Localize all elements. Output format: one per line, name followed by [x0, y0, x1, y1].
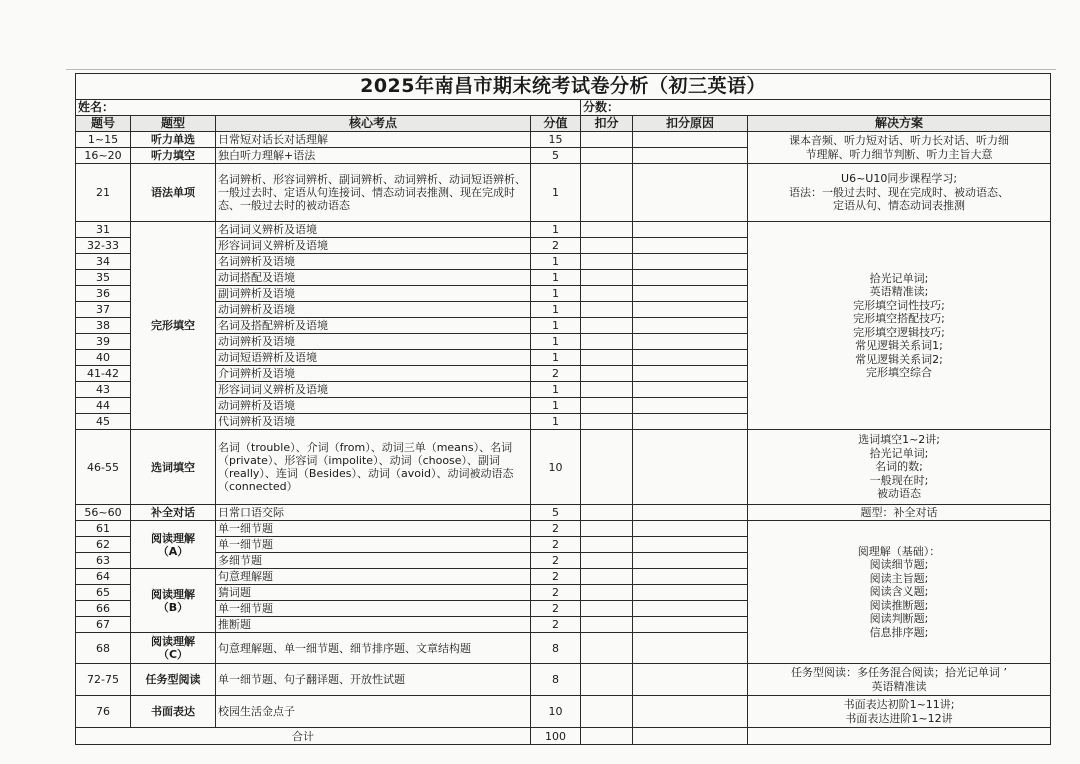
deduction-cell[interactable] — [581, 132, 633, 148]
core-topic: 校园生活金点子 — [216, 696, 531, 728]
points: 1 — [531, 254, 581, 270]
solution-grammar: U6~U10同步课程学习; 语法：一般过去时、现在完成时、被动语态、 定语从句、情态动词表推测 — [748, 164, 1051, 222]
core-topic: 动词搭配及语境 — [216, 270, 531, 286]
points: 1 — [531, 382, 581, 398]
deduction-cell[interactable] — [581, 334, 633, 350]
table-row — [76, 222, 1051, 238]
question-type: 阅读理解 （A） — [131, 521, 216, 569]
deduction-reason-cell[interactable] — [633, 222, 748, 238]
total-deduction-cell[interactable] — [581, 728, 633, 745]
deduction-reason-cell[interactable] — [633, 633, 748, 664]
table-row — [76, 430, 1051, 505]
deduction-cell[interactable] — [581, 601, 633, 617]
points: 10 — [531, 696, 581, 728]
points: 2 — [531, 537, 581, 553]
deduction-reason-cell[interactable] — [633, 414, 748, 430]
question-type: 语法单项 — [131, 164, 216, 222]
deduction-cell[interactable] — [581, 318, 633, 334]
points: 15 — [531, 132, 581, 148]
question-number: 34 — [76, 254, 131, 270]
question-number: 65 — [76, 585, 131, 601]
core-topic: 介词辨析及语境 — [216, 366, 531, 382]
points: 1 — [531, 302, 581, 318]
points: 1 — [531, 334, 581, 350]
header-question-type: 题型 — [131, 116, 216, 132]
deduction-reason-cell[interactable] — [633, 366, 748, 382]
core-topic: 动词短语辨析及语境 — [216, 350, 531, 366]
table-row — [76, 132, 1051, 148]
question-number: 35 — [76, 270, 131, 286]
deduction-reason-cell[interactable] — [633, 617, 748, 633]
header-deduction: 扣分 — [581, 116, 633, 132]
question-number: 36 — [76, 286, 131, 302]
deduction-reason-cell[interactable] — [633, 286, 748, 302]
points: 2 — [531, 617, 581, 633]
core-topic: 动词辨析及语境 — [216, 398, 531, 414]
core-topic: 动词辨析及语境 — [216, 302, 531, 318]
deduction-cell[interactable] — [581, 633, 633, 664]
deduction-reason-cell[interactable] — [633, 270, 748, 286]
core-topic: 形容词词义辨析及语境 — [216, 238, 531, 254]
deduction-reason-cell[interactable] — [633, 334, 748, 350]
core-topic: 单一细节题、句子翻译题、开放性试题 — [216, 664, 531, 696]
core-topic: 日常短对话长对话理解 — [216, 132, 531, 148]
deduction-cell[interactable] — [581, 238, 633, 254]
deduction-reason-cell[interactable] — [633, 553, 748, 569]
question-number: 43 — [76, 382, 131, 398]
header-solution: 解决方案 — [748, 116, 1051, 132]
deduction-reason-cell[interactable] — [633, 238, 748, 254]
solution-writing: 书面表达初阶1~11讲; 书面表达进阶1~12讲 — [748, 696, 1051, 728]
header-points: 分值 — [531, 116, 581, 132]
deduction-cell[interactable] — [581, 617, 633, 633]
points: 1 — [531, 286, 581, 302]
points: 1 — [531, 318, 581, 334]
question-number: 66 — [76, 601, 131, 617]
paper-edge-line — [66, 69, 1056, 70]
points: 2 — [531, 601, 581, 617]
core-topic: 名词辨析及语境 — [216, 254, 531, 270]
deduction-reason-cell[interactable] — [633, 382, 748, 398]
points: 1 — [531, 350, 581, 366]
core-topic: 形容词词义辨析及语境 — [216, 382, 531, 398]
question-number: 63 — [76, 553, 131, 569]
deduction-reason-cell[interactable] — [633, 537, 748, 553]
question-number: 46-55 — [76, 430, 131, 505]
table-row — [76, 164, 1051, 222]
deduction-reason-cell[interactable] — [633, 350, 748, 366]
question-type: 听力填空 — [131, 148, 216, 164]
header-deduction-reason: 扣分原因 — [633, 116, 748, 132]
deduction-cell[interactable] — [581, 382, 633, 398]
total-points: 100 — [531, 728, 581, 745]
core-topic: 动词辨析及语境 — [216, 334, 531, 350]
deduction-cell[interactable] — [581, 430, 633, 505]
question-number: 44 — [76, 398, 131, 414]
deduction-reason-cell[interactable] — [633, 696, 748, 728]
deduction-cell[interactable] — [581, 696, 633, 728]
deduction-reason-cell[interactable] — [633, 148, 748, 164]
points: 2 — [531, 521, 581, 537]
question-number: 67 — [76, 617, 131, 633]
question-number: 76 — [76, 696, 131, 728]
points: 1 — [531, 414, 581, 430]
deduction-reason-cell[interactable] — [633, 254, 748, 270]
points: 5 — [531, 505, 581, 521]
deduction-reason-cell[interactable] — [633, 318, 748, 334]
deduction-cell[interactable] — [581, 222, 633, 238]
question-number: 40 — [76, 350, 131, 366]
header-question-number: 题号 — [76, 116, 131, 132]
points: 1 — [531, 164, 581, 222]
question-type: 补全对话 — [131, 505, 216, 521]
header-core-topic: 核心考点 — [216, 116, 531, 132]
core-topic: 句意理解题、单一细节题、细节排序题、文章结构题 — [216, 633, 531, 664]
total-solution-cell — [748, 728, 1051, 745]
total-deduction-reason-cell[interactable] — [633, 728, 748, 745]
question-number: 38 — [76, 318, 131, 334]
question-number: 37 — [76, 302, 131, 318]
points: 8 — [531, 664, 581, 696]
question-number: 45 — [76, 414, 131, 430]
table-header-row — [76, 116, 1051, 132]
points: 1 — [531, 270, 581, 286]
deduction-cell[interactable] — [581, 148, 633, 164]
deduction-reason-cell[interactable] — [633, 430, 748, 505]
core-topic: 句意理解题 — [216, 569, 531, 585]
core-topic: 名词辨析、形容词辨析、副词辨析、动词辨析、动词短语辨析、一般过去时、定语从句连接词、情态动词表推测、现在完成时态、一般过去时的被动语态 — [216, 164, 531, 222]
deduction-cell[interactable] — [581, 505, 633, 521]
question-number: 64 — [76, 569, 131, 585]
core-topic: 推断题 — [216, 617, 531, 633]
points: 2 — [531, 569, 581, 585]
total-row — [76, 728, 1051, 745]
deduction-reason-cell[interactable] — [633, 398, 748, 414]
core-topic: 独白听力理解+语法 — [216, 148, 531, 164]
question-type: 任务型阅读 — [131, 664, 216, 696]
deduction-cell[interactable] — [581, 398, 633, 414]
core-topic: 代词辨析及语境 — [216, 414, 531, 430]
question-type: 书面表达 — [131, 696, 216, 728]
deduction-reason-cell[interactable] — [633, 601, 748, 617]
deduction-reason-cell[interactable] — [633, 569, 748, 585]
question-type: 听力单选 — [131, 132, 216, 148]
core-topic: 猜词题 — [216, 585, 531, 601]
question-type: 阅读理解 （B） — [131, 569, 216, 633]
question-type: 阅读理解 （C） — [131, 633, 216, 664]
table-row — [76, 664, 1051, 696]
solution-dialogue: 题型：补全对话 — [748, 505, 1051, 521]
question-number: 68 — [76, 633, 131, 664]
points: 10 — [531, 430, 581, 505]
analysis-table — [75, 73, 1051, 745]
deduction-reason-cell[interactable] — [633, 164, 748, 222]
points: 2 — [531, 238, 581, 254]
table-row — [76, 696, 1051, 728]
points: 2 — [531, 553, 581, 569]
total-label: 合计 — [76, 728, 531, 745]
solution-cloze: 拾光记单词; 英语精准读; 完形填空词性技巧; 完形填空搭配技巧; 完形填空逻辑技巧; 常见逻辑关系词1; 常见逻辑关系词2; 完形填空综合 — [748, 222, 1051, 430]
table-row — [76, 505, 1051, 521]
deduction-cell[interactable] — [581, 569, 633, 585]
core-topic: 名词（trouble）、介词（from）、动词三单（means）、名词（private）、形容词（impolite）、动词（choose）、副词（really）、连词（Besides）、动词（avoid）、动词被动语态（connected） — [216, 430, 531, 505]
points: 1 — [531, 398, 581, 414]
core-topic: 单一细节题 — [216, 521, 531, 537]
deduction-reason-cell[interactable] — [633, 521, 748, 537]
deduction-cell[interactable] — [581, 164, 633, 222]
points: 2 — [531, 366, 581, 382]
question-number: 62 — [76, 537, 131, 553]
deduction-cell[interactable] — [581, 553, 633, 569]
core-topic: 副词辨析及语境 — [216, 286, 531, 302]
page-title: 2025年南昌市期末统考试卷分析（初三英语） — [76, 74, 1051, 100]
core-topic: 名词及搭配辨析及语境 — [216, 318, 531, 334]
table-row — [76, 521, 1051, 537]
points: 1 — [531, 222, 581, 238]
core-topic: 单一细节题 — [216, 537, 531, 553]
points: 2 — [531, 585, 581, 601]
name-field-label: 姓名： — [76, 100, 581, 116]
deduction-cell[interactable] — [581, 537, 633, 553]
question-type: 完形填空 — [131, 222, 216, 430]
question-number: 16~20 — [76, 148, 131, 164]
deduction-cell[interactable] — [581, 270, 633, 286]
deduction-cell[interactable] — [581, 350, 633, 366]
solution-reading: 阅理解（基础）： 阅读细节题; 阅读主旨题; 阅读含义题; 阅读推断题; 阅读判断题; 信息排序题; — [748, 521, 1051, 664]
solution-word-fill: 选词填空1~2讲; 拾光记单词; 名词的数; 一般现在时; 被动语态 — [748, 430, 1051, 505]
question-number: 21 — [76, 164, 131, 222]
deduction-cell[interactable] — [581, 521, 633, 537]
question-number: 72-75 — [76, 664, 131, 696]
deduction-reason-cell[interactable] — [633, 505, 748, 521]
question-number: 32-33 — [76, 238, 131, 254]
question-type: 选词填空 — [131, 430, 216, 505]
deduction-cell[interactable] — [581, 254, 633, 270]
deduction-reason-cell[interactable] — [633, 664, 748, 696]
question-number: 41-42 — [76, 366, 131, 382]
question-number: 31 — [76, 222, 131, 238]
core-topic: 多细节题 — [216, 553, 531, 569]
question-number: 56~60 — [76, 505, 131, 521]
score-field-label: 分数： — [581, 100, 1051, 116]
solution-listening: 课本音频、听力短对话、听力长对话、听力细 节理解、听力细节判断、听力主旨大意 — [748, 132, 1051, 164]
solution-task-reading: 任务型阅读：多任务混合阅读；拾光记单词 ’ 英语精准读 — [748, 664, 1051, 696]
deduction-cell[interactable] — [581, 286, 633, 302]
deduction-cell[interactable] — [581, 585, 633, 601]
deduction-cell[interactable] — [581, 414, 633, 430]
core-topic: 名词词义辨析及语境 — [216, 222, 531, 238]
points: 8 — [531, 633, 581, 664]
question-number: 39 — [76, 334, 131, 350]
question-number: 1~15 — [76, 132, 131, 148]
deduction-reason-cell[interactable] — [633, 302, 748, 318]
question-number: 61 — [76, 521, 131, 537]
core-topic: 单一细节题 — [216, 601, 531, 617]
deduction-reason-cell[interactable] — [633, 132, 748, 148]
deduction-cell[interactable] — [581, 664, 633, 696]
deduction-cell[interactable] — [581, 366, 633, 382]
core-topic: 日常口语交际 — [216, 505, 531, 521]
deduction-cell[interactable] — [581, 302, 633, 318]
deduction-reason-cell[interactable] — [633, 585, 748, 601]
points: 5 — [531, 148, 581, 164]
